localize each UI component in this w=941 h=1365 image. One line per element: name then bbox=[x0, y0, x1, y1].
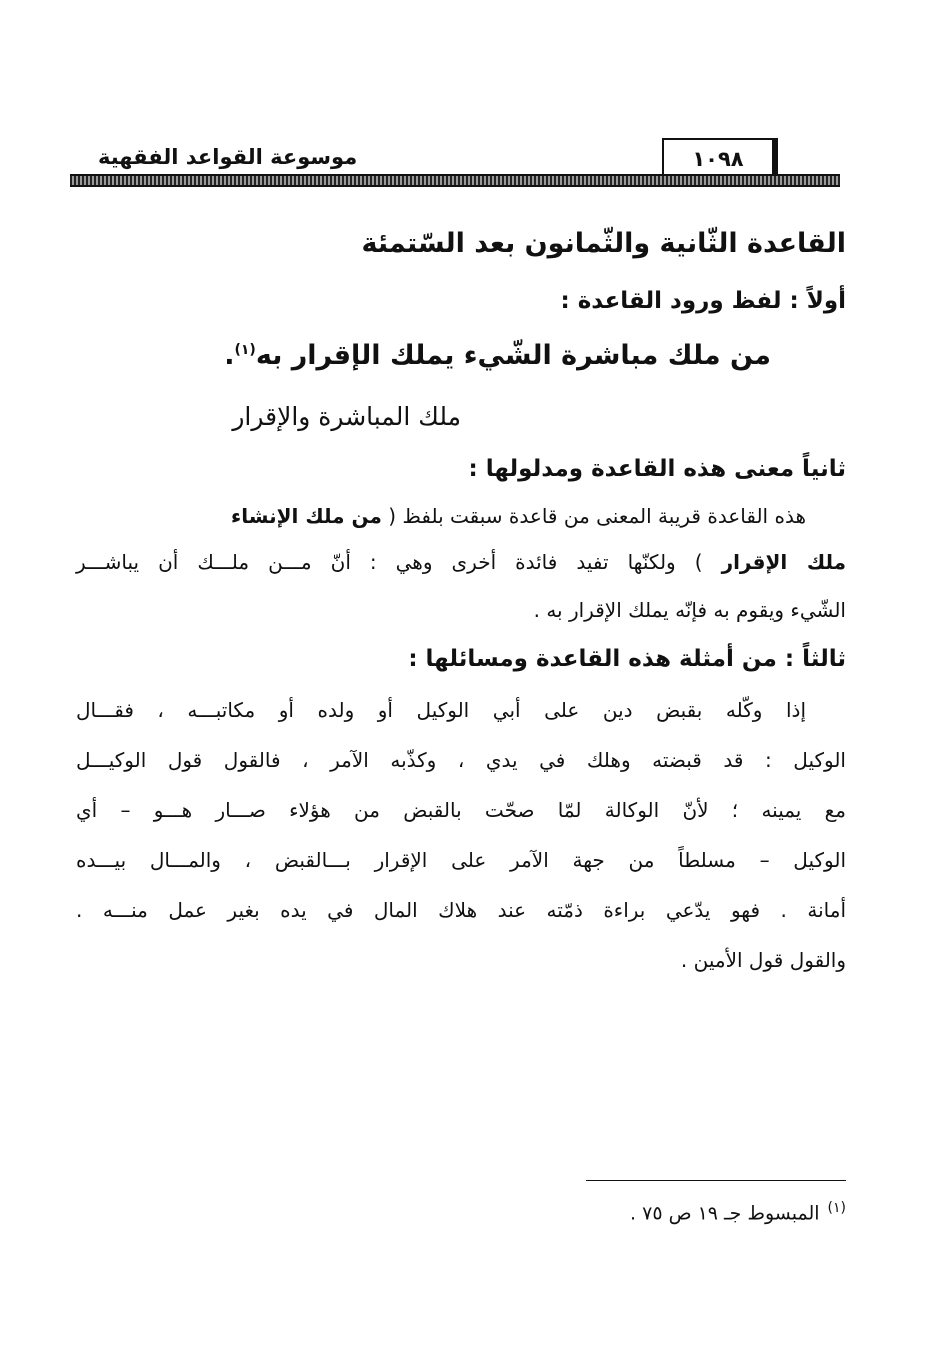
meaning-line-2-bold: ملك الإقرار bbox=[721, 550, 847, 574]
footnote bbox=[630, 1200, 846, 1224]
section-heading-3: ثالثاً : من أمثلة هذه القاعدة ومسائلها : bbox=[408, 646, 846, 672]
section-heading-2: ثانياً معنى هذه القاعدة ومدلولها : bbox=[468, 456, 846, 482]
book-title: موسوعة القواعد الفقهية bbox=[98, 145, 358, 169]
section-heading-1: أولاً : لفظ ورود القاعدة : bbox=[560, 288, 846, 314]
meaning-line-2-plain: ) ولكنّها تفيد فائدة أخرى وهي : أنّ مـــن ملـــك أن يباشـــر bbox=[76, 550, 703, 574]
example-line-6: والقول قول الأمين . bbox=[680, 948, 846, 972]
footnote-separator bbox=[586, 1180, 846, 1181]
rule-subtitle: ملك المباشرة والإقرار bbox=[232, 402, 461, 431]
rule-text-end: . bbox=[224, 340, 235, 371]
footnote-marker: (١) bbox=[827, 1200, 846, 1216]
rule-text-body: من ملك مباشرة الشّيء يملك الإقرار به bbox=[255, 340, 771, 371]
rule-heading: القاعدة الثّانية والثّمانون بعد السّتمئة bbox=[361, 228, 846, 259]
page-number: ١٠٩٨ bbox=[662, 138, 778, 180]
example-line-5: أمانة . فهو يدّعي براءة ذمّته عند هلاك المال في يده بغير عمل منـــه . bbox=[76, 898, 846, 922]
page-header bbox=[70, 128, 840, 188]
meaning-line-2 bbox=[76, 550, 846, 574]
rule-text bbox=[224, 340, 771, 371]
example-line-1: إذا وكّله بقبض دين على أبي الوكيل أو ولده أو مكاتبـــه ، فقـــال bbox=[76, 698, 806, 722]
meaning-line-1-plain: هذه القاعدة قريبة المعنى من قاعدة سبقت بلفظ ( bbox=[388, 504, 806, 528]
footnote-ref[interactable]: (١) bbox=[234, 342, 256, 358]
meaning-line-3: الشّيء ويقوم به فإنّه يملك الإقرار به . bbox=[533, 598, 846, 622]
footnote-text: المبسوط جـ ١٩ ص ٧٥ . bbox=[630, 1202, 820, 1225]
example-line-3: مع يمينه ؛ لأنّ الوكالة لمّا صحّت بالقبض من هؤلاء صـــار هـــو – أي bbox=[76, 798, 846, 822]
header-rule bbox=[70, 174, 840, 187]
meaning-line-1-bold: من ملك الإنشاء bbox=[231, 504, 382, 528]
example-line-2: الوكيل : قد قبضته وهلك في يدي ، وكذّبه الآمر ، فالقول قول الوكيـــل bbox=[76, 748, 846, 772]
meaning-line-1 bbox=[76, 504, 846, 528]
example-line-4: الوكيل – مسلطاً من جهة الآمر على الإقرار بـــالقبض ، والمـــال بيـــده bbox=[76, 848, 846, 872]
